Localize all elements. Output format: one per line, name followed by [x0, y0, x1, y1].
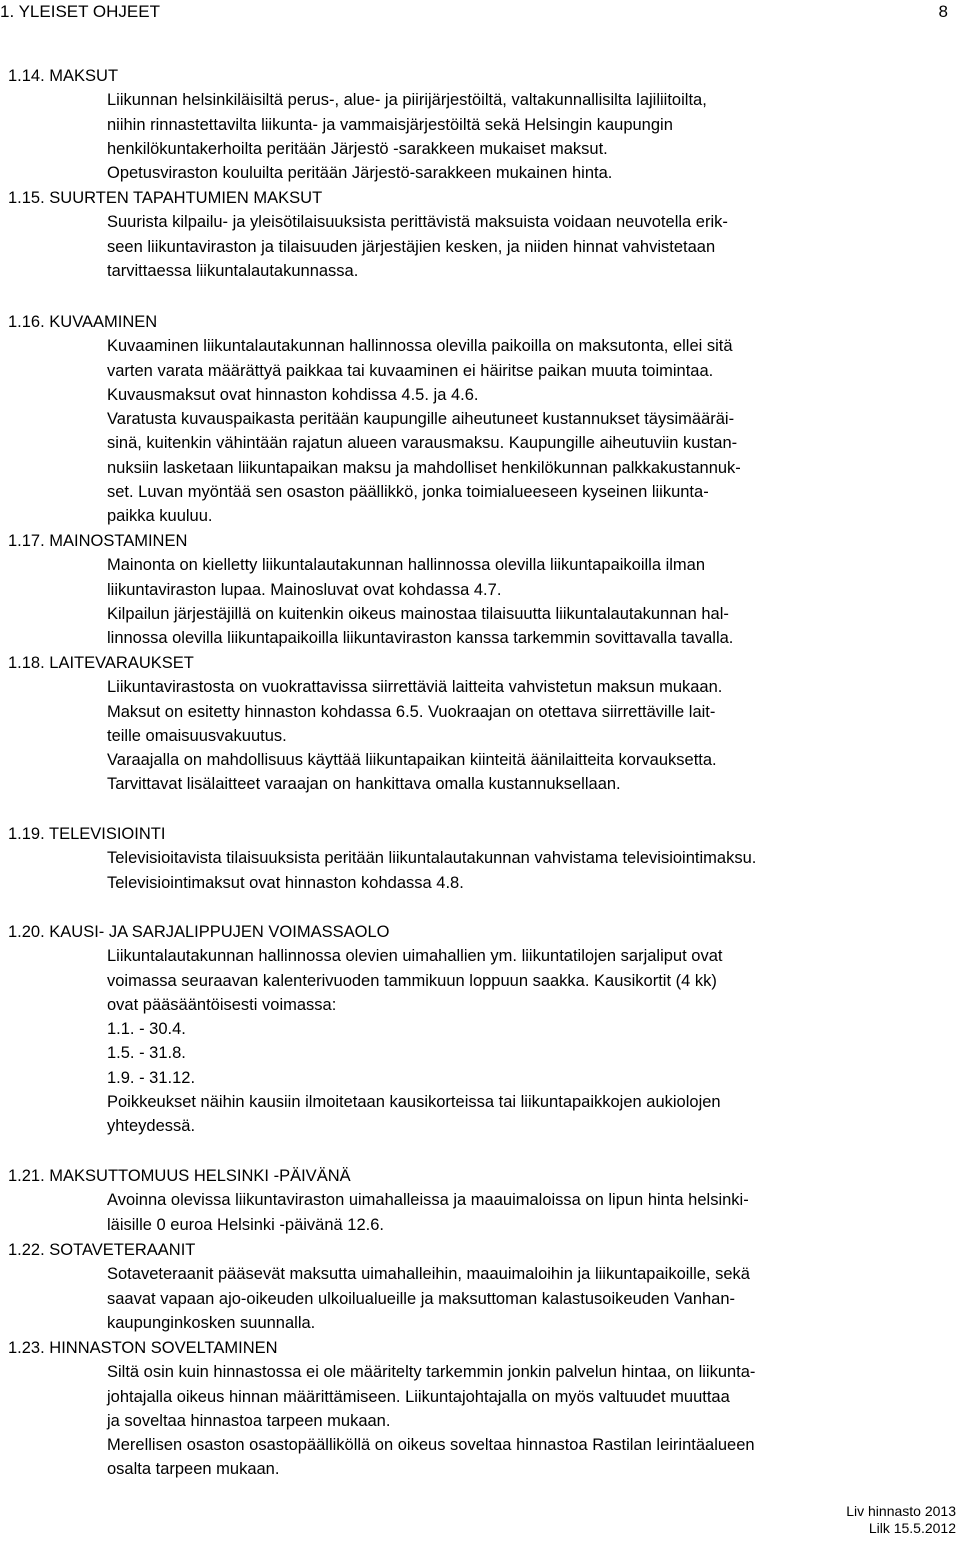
text-line: niihin rinnastettavilta liikunta- ja vammaisjärjestöiltä sekä Helsingin kaupungin — [107, 115, 673, 134]
section-heading: 1.17. MAINOSTAMINEN — [8, 532, 188, 550]
text-line: ovat pääsääntöisesti voimassa: — [107, 995, 337, 1014]
section-body — [107, 1188, 927, 1237]
text-line: Sotaveteraanit pääsevät maksutta uimahalleihin, maauimaloihin ja liikuntapaikoille, sekä — [107, 1265, 750, 1284]
date-range-line: 1.1. - 30.4. — [107, 1020, 186, 1039]
text-line: osalta tarpeen mukaan. — [107, 1460, 280, 1479]
text-line: Tarvittavat lisälaitteet varaajan on hankittava omalla kustannuksellaan. — [107, 775, 621, 794]
page-footer — [846, 1503, 956, 1537]
text-line: saavat vapaan ajo-oikeuden ulkoilualueille ja maksuttoman kalastusoikeuden Vanhan- — [107, 1289, 736, 1308]
section-body — [107, 1262, 927, 1335]
text-line: Varaajalla on mahdollisuus käyttää liikuntapaikan kiinteitä äänilaitteita korvauksetta. — [107, 751, 717, 770]
text-line: läisille 0 euroa Helsinki -päivänä 12.6. — [107, 1215, 384, 1234]
section-heading: 1.22. SOTAVETERAANIT — [8, 1241, 196, 1259]
date-range-line: 1.9. - 31.12. — [107, 1068, 196, 1087]
text-line: voimassa seuraavan kalenterivuoden tammikuun loppuun saakka. Kausikortit (4 kk) — [107, 971, 717, 990]
section-body — [107, 88, 927, 185]
text-line: Varatusta kuvauspaikasta peritään kaupungille aiheutuneet kustannukset täysimääräi- — [107, 410, 735, 429]
text-line: Kilpailun järjestäjillä on kuitenkin oikeus mainostaa tilaisuutta liikuntalautakunnan hal- — [107, 604, 729, 623]
text-line: liikuntaviraston lupaa. Mainosluvat ovat kohdassa 4.7. — [107, 580, 502, 599]
text-line: Avoinna olevissa liikuntaviraston uimahalleissa ja maauimaloissa on lipun hinta helsinki- — [107, 1191, 749, 1210]
text-line: set. Luvan myöntää sen osaston päällikkö, jonka toimialueeseen kyseinen liikunta- — [107, 483, 709, 502]
text-line: Maksut on esitetty hinnaston kohdassa 6.5. Vuokraajan on otettava siirrettäville lait- — [107, 702, 716, 721]
date-range-line: 1.5. - 31.8. — [107, 1044, 186, 1063]
section-heading: 1.23. HINNASTON SOVELTAMINEN — [8, 1339, 278, 1357]
text-line: Televisiointimaksut ovat hinnaston kohdassa 4.8. — [107, 873, 464, 892]
section-body — [107, 210, 927, 283]
section-body — [107, 553, 927, 650]
text-line: nuksiin lasketaan liikuntapaikan maksu ja mahdolliset henkilökunnan palkkakustannuk- — [107, 458, 741, 477]
page-number: 8 — [938, 2, 948, 21]
text-line: teille omaisuusvakuutus. — [107, 726, 287, 745]
text-line: Liikuntavirastosta on vuokrattavissa siirrettäviä laitteita vahvistetun maksun mukaan. — [107, 678, 723, 697]
text-line: sinä, kuitenkin vähintään rajatun alueen varausmaksu. Kaupungille aiheutuviin kustan- — [107, 434, 738, 453]
section-body — [107, 944, 927, 1138]
text-line: yhteydessä. — [107, 1117, 196, 1136]
footer-date: Lilk 15.5.2012 — [868, 1520, 956, 1536]
footer-document-name: Liv hinnasto 2013 — [846, 1503, 956, 1519]
text-line: Kuvausmaksut ovat hinnaston kohdissa 4.5. ja 4.6. — [107, 385, 479, 404]
text-line: Suurista kilpailu- ja yleisötilaisuuksista perittävistä maksuista voidaan neuvotella erik- — [107, 213, 728, 232]
text-line: ja soveltaa hinnastoa tarpeen mukaan. — [107, 1411, 391, 1430]
text-line: johtajalla oikeus hinnan määrittämiseen. Liikuntajohtajalla on myös valtuudet muuttaa — [107, 1387, 730, 1406]
section-heading: 1.18. LAITEVARAUKSET — [8, 654, 194, 672]
text-line: tarvittaessa liikuntalautakunnassa. — [107, 261, 359, 280]
text-line: seen liikuntaviraston ja tilaisuuden järjestäjien kesken, ja niiden hinnat vahvistetaan — [107, 237, 716, 256]
section-heading: 1.15. SUURTEN TAPAHTUMIEN MAKSUT — [8, 189, 323, 207]
text-line: kaupunginkosken suunnalla. — [107, 1313, 316, 1332]
section-heading: 1.19. TELEVISIOINTI — [8, 825, 166, 843]
section-body — [107, 675, 927, 796]
section-body — [107, 846, 927, 895]
text-line: Kuvaaminen liikuntalautakunnan hallinnossa olevilla paikoilla on maksutonta, ellei sitä — [107, 337, 733, 356]
text-line: henkilökuntakerhoilta peritään Järjestö -sarakkeen mukaiset maksut. — [107, 139, 608, 158]
text-line: linnossa olevilla liikuntapaikoilla liikuntaviraston kanssa tarkemmin sovittavalla tavalla. — [107, 629, 734, 648]
text-line: Opetusviraston kouluilta peritään Järjestö-sarakkeen mukainen hinta. — [107, 164, 613, 183]
section-heading: 1.21. MAKSUTTOMUUS HELSINKI -PÄIVÄNÄ — [8, 1167, 351, 1185]
section-heading: 1.20. KAUSI- JA SARJALIPPUJEN VOIMASSAOLO — [8, 923, 390, 941]
section-heading: 1.16. KUVAAMINEN — [8, 313, 158, 331]
text-line: Televisioitavista tilaisuuksista peritään liikuntalautakunnan vahvistama televisiointimaksu. — [107, 849, 757, 868]
text-line: Merellisen osaston osastopäälliköllä on oikeus soveltaa hinnastoa Rastilan leirintäalueen — [107, 1436, 755, 1455]
text-line: paikka kuuluu. — [107, 507, 213, 526]
text-line: varten varata määrättyä paikkaa tai kuvaaminen ei häiritse paikan muuta toimintaa. — [107, 361, 714, 380]
text-line: Siltä osin kuin hinnastossa ei ole määritelty tarkemmin jonkin palvelun hintaa, on liikunta- — [107, 1363, 756, 1382]
text-line: Liikunnan helsinkiläisiltä perus-, alue- ja piirijärjestöiltä, valtakunnallisilta lajiliitoilta, — [107, 91, 707, 110]
text-line: Liikuntalautakunnan hallinnossa olevien uimahallien ym. liikuntatilojen sarjaliput ovat — [107, 947, 723, 966]
document-header-title: 1. YLEISET OHJEET — [0, 2, 160, 21]
section-body — [107, 334, 927, 528]
text-line: Poikkeukset näihin kausiin ilmoitetaan kausikorteissa tai liikuntapaikkojen aukiolojen — [107, 1093, 721, 1112]
section-body — [107, 1360, 927, 1481]
section-heading: 1.14. MAKSUT — [8, 67, 119, 85]
text-line: Mainonta on kielletty liikuntalautakunnan hallinnossa olevilla liikuntapaikoilla ilman — [107, 556, 706, 575]
